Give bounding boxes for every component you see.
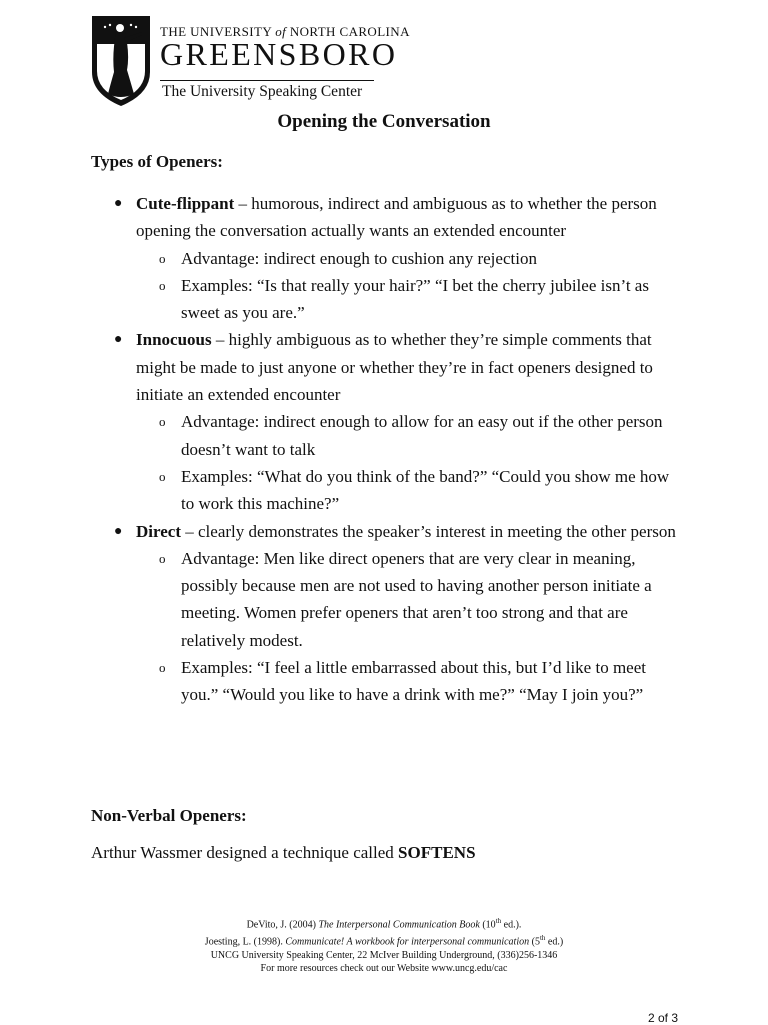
bullet-icon: ●	[114, 196, 123, 211]
sub-list-item: o Examples: “I feel a little embarrassed about this, but I’d like to meet you.” “Would you like to have a drink with me?” “May I join you?”	[181, 654, 681, 709]
nonverbal-heading: Non-Verbal Openers:	[91, 806, 247, 825]
reference-devito: DeVito, J. (2004) The Interpersonal Communication Book (10th ed.).	[246, 917, 522, 931]
university-line: THE UNIVERSITY of NORTH CAROLINA	[160, 24, 410, 39]
website-line: For more resources check out our Website www.uncg.edu/cac	[260, 963, 508, 975]
page-title: Opening the Conversation	[277, 111, 491, 132]
university-logo	[90, 14, 410, 110]
university-seal-icon	[90, 14, 152, 108]
list-item: ● Direct – clearly demonstrates the speaker’s interest in meeting the other person	[136, 518, 681, 545]
circle-bullet-icon: o	[159, 468, 166, 484]
sub-list-item: o Advantage: indirect enough to cushion any rejection	[181, 245, 681, 272]
types-heading: Types of Openers:	[91, 152, 223, 171]
softens-paragraph: Arthur Wassmer designed a technique called SOFTENS	[91, 843, 476, 862]
list-item: ● Cute-flippant – humorous, indirect and ambiguous as to whether the person opening the conversation actually wants an extended encounter	[136, 190, 681, 245]
sub-list-item: o Advantage: Men like direct openers that are very clear in meaning, possibly because men are not used to having another person initiate a meeting. Women prefer openers that aren’t too strong and that are relatively modest.	[181, 545, 681, 654]
sub-list-item: o Examples: “What do you think of the band?” “Could you show me how to work this machine?”	[181, 463, 681, 518]
circle-bullet-icon: o	[159, 660, 166, 676]
bullet-icon: ●	[114, 332, 123, 348]
reference-joesting: Joesting, L. (1998). Communicate! A workbook for interpersonal communication (5th ed.)	[204, 933, 564, 948]
sub-list-item: o Examples: “Is that really your hair?” “I bet the cherry jubilee isn’t as sweet as you are.”	[181, 272, 681, 327]
center-address: UNCG University Speaking Center, 22 McIver Building Underground, (336)256-1346	[210, 949, 558, 961]
campus-name: GREENSBORO	[160, 36, 398, 72]
speaking-center-name: The University Speaking Center	[162, 83, 363, 100]
page-number: 2 of 3	[647, 1011, 678, 1025]
circle-bullet-icon: o	[159, 414, 166, 430]
circle-bullet-icon: o	[159, 250, 166, 266]
openers-list	[0, 190, 768, 709]
bullet-icon: ●	[114, 523, 123, 539]
references-footer	[0, 915, 768, 976]
circle-bullet-icon: o	[159, 550, 166, 566]
sub-list-item: o Advantage: indirect enough to allow for an easy out if the other person doesn’t want to talk	[181, 408, 681, 463]
logo-divider	[160, 80, 374, 81]
list-item: ● Innocuous – highly ambiguous as to whether they’re simple comments that might be made to just anyone or whether they’re in fact openers designed to initiate an extended encounter	[136, 326, 681, 408]
circle-bullet-icon: o	[159, 277, 166, 293]
